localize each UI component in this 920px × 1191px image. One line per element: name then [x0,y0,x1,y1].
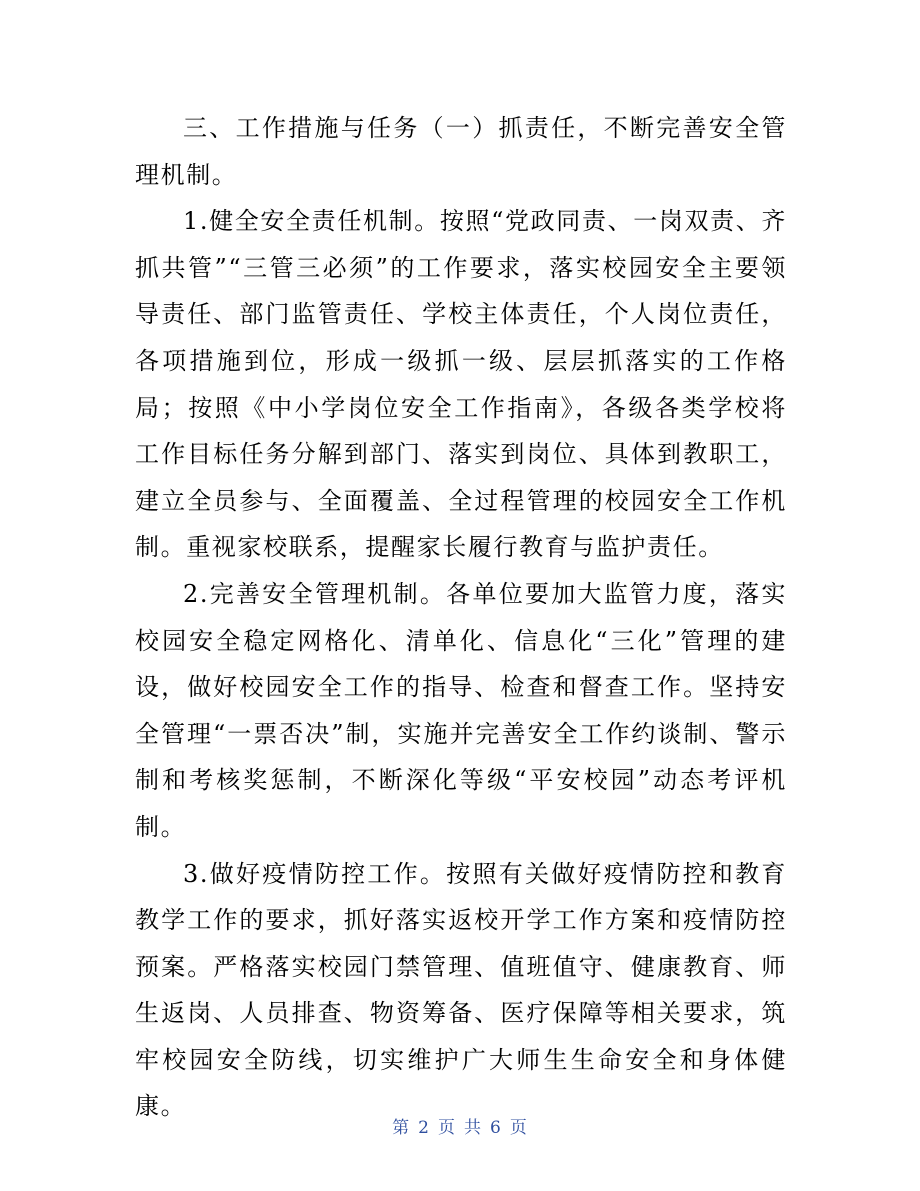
footer-current-page: 2 [418,1118,430,1138]
footer-suffix: 页 [509,1118,528,1138]
paragraph-epidemic-control: 3.做好疫情防控工作。按照有关做好疫情防控和教育教学工作的要求，抓好落实返校开学工作方案和疫情防控预案。严格落实校园门禁管理、值班值守、健康教育、师生返岗、人员排查、物资筹备、医疗保障等相关要求，筑牢校园安全防线，切实维护广大师生生命安全和身体健康。 [135,859,787,1121]
footer-total-word: 共 [464,1118,482,1138]
paragraph-safety-management: 2.完善安全管理机制。各单位要加大监管力度，落实校园安全稳定网格化、清单化、信息化“三化”管理的建设，做好校园安全工作的指导、检查和督查工作。坚持安全管理“一票否决”制，实施并完善安全工作约谈制、警示制和考核奖惩制，不断深化等级“平安校园”动态考评机制。 [135,579,787,841]
section-heading-paragraph: 三、工作措施与任务（一）抓责任，不断完善安全管理机制。 [135,114,787,189]
footer-total-pages: 6 [490,1118,502,1138]
footer-page-word: 页 [438,1118,456,1138]
footer-prefix: 第 [392,1118,411,1138]
paragraph-safety-responsibility: 1.健全安全责任机制。按照“党政同责、一岗双责、齐抓共管”“三管三必须”的工作要求，落实校园安全主要领导责任、部门监管责任、学校主体责任，个人岗位责任，各项措施到位，形成一级抓一级、层层抓落实的工作格局；按照《中小学岗位安全工作指南》，各级各类学校将工作目标任务分解到部门、落实到岗位、具体到教职工，建立全员参与、全面覆盖、全过程管理的校园安全工作机制。重视家校联系，提醒家长履行教育与监护责任。 [135,207,787,562]
page-number-footer [0,1113,920,1138]
document-body [135,105,787,1130]
